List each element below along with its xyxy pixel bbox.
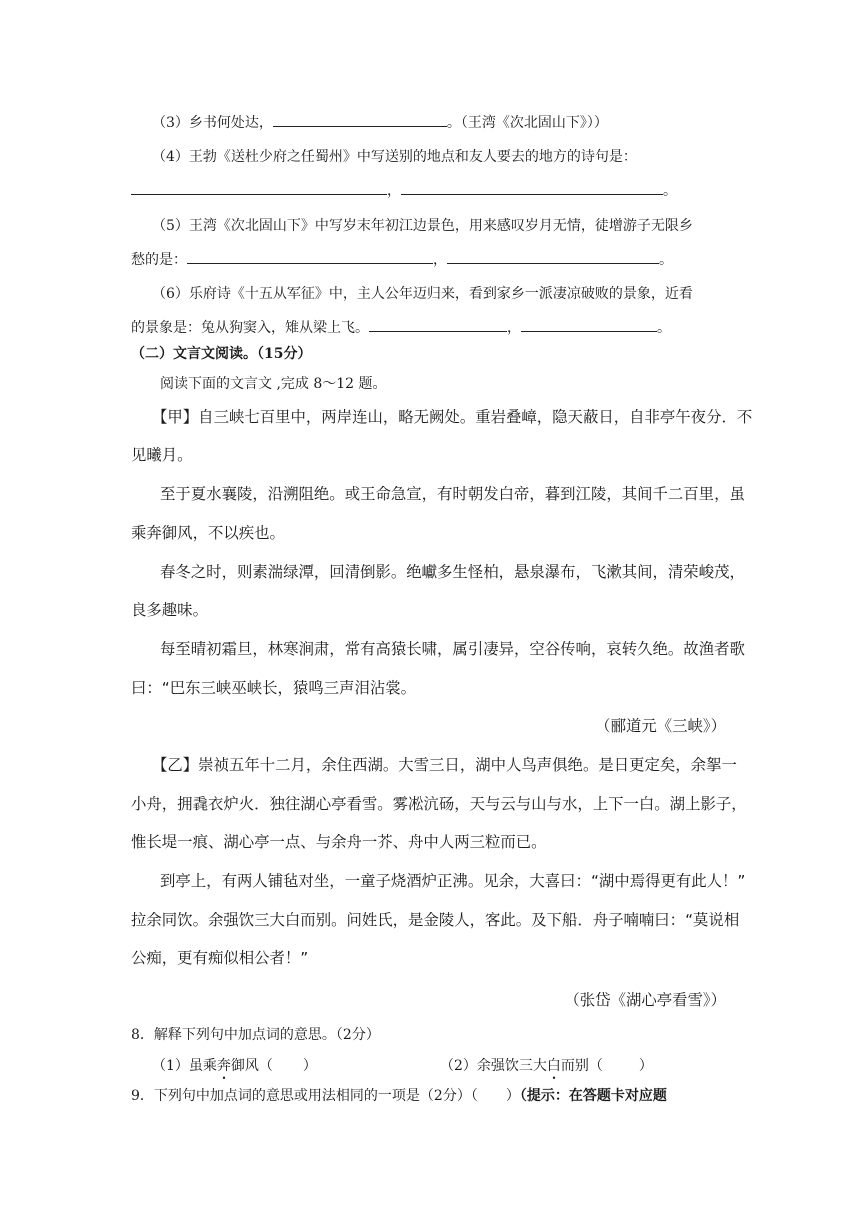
question-9: 9．下列句中加点词的意思或用法相同的一项是（2分）（ ）（提示：在答题卡对应题 bbox=[131, 1088, 667, 1104]
question-4-text: （4）王勃《送杜少府之任蜀州》中写送别的地点和友人要去的地方的诗句是： bbox=[152, 149, 637, 165]
passage-b-p1-line3: 惟长堤一痕、湖心亭一点、与余舟一芥、舟中人两三粒而已。 bbox=[131, 833, 547, 851]
passage-a-p2-line1: 至于夏水襄陵，沿溯阻绝。或王命急宣，有时朝发白帝，暮到江陵，其间千二百里，虽 bbox=[160, 485, 745, 503]
passage-b-p1-line2: 小舟，拥毳衣炉火．独往湖心亭看雪。雾凇沆砀，天与云与山与水，上下一白。湖上影子， bbox=[131, 795, 747, 813]
passage-b-p2-line2: 拉余同饮。余强饮三大白而别。问姓氏，是金陵人，客此。及下船．舟子喃喃曰：“莫说相 bbox=[131, 911, 740, 929]
answer-blank-q3[interactable] bbox=[273, 112, 447, 127]
question-6-blanks: 的景象是：兔从狗窦入，雉从梁上飞。 ， 。 bbox=[131, 317, 671, 337]
answer-blank-q4-1[interactable] bbox=[131, 180, 387, 195]
passage-a-p1-line2: 见曦月。 bbox=[131, 446, 193, 464]
passage-a-p1-line1: 【甲】自三峡七百里中，两岸连山，略无阙处。重岩叠嶂，隐天蔽日，自非亭午夜分．不 bbox=[152, 408, 753, 426]
section-heading: （二）文言文阅读。（15分） bbox=[131, 346, 312, 362]
question-3: （3）乡书何处达， 。（王湾《次北固山下》）） bbox=[152, 112, 608, 132]
answer-blank-q5-2[interactable] bbox=[447, 249, 659, 264]
passage-b-p2-line3: 公痴，更有痴似相公者！” bbox=[131, 949, 309, 967]
passage-a-p2-line2: 乘奔御风，不以疾也。 bbox=[131, 524, 285, 542]
passage-a-p3-line1: 春冬之时，则素湍绿潭，回清倒影。绝巘多生怪柏，悬泉瀑布，飞漱其间，清荣峻茂， bbox=[160, 563, 745, 581]
question-5-blanks: 愁的是： ， 。 bbox=[131, 249, 673, 269]
passage-a-source: （郦道元《三峡》） bbox=[595, 717, 726, 735]
question-6-text: （6）乐府诗《十五从军征》中，主人公年迈归来，看到家乡一派凄凉破败的景象，近看 bbox=[152, 286, 693, 302]
answer-blank-q5-1[interactable] bbox=[187, 249, 433, 264]
section-instruction: 阅读下面的文言文 ,完成 8～12 题。 bbox=[160, 376, 387, 392]
question-8-item-1: （1）虽乘奔御风（ ） bbox=[152, 1058, 317, 1074]
passage-a-p4-line2: 曰：“巴东三峡巫峡长，猿鸣三声泪沾裳。 bbox=[131, 679, 417, 697]
passage-b-source: （张岱《湖心亭看雪》） bbox=[564, 991, 726, 1009]
dotted-word-ben: 奔 bbox=[216, 1058, 231, 1074]
answer-blank-q4-2[interactable] bbox=[401, 180, 663, 195]
question-8-item-2: （2）余强饮三大白而别（ ） bbox=[440, 1058, 653, 1074]
answer-blank-q6-2[interactable] bbox=[521, 317, 657, 332]
passage-b-p1-line1: 【乙】崇祯五年十二月，余住西湖。大雪三日，湖中人鸟声俱绝。是日更定矣，余挐一 bbox=[152, 756, 737, 774]
answer-blank-q6-1[interactable] bbox=[369, 317, 507, 332]
passage-a-p3-line2: 良多趣味。 bbox=[131, 601, 208, 619]
passage-b-p2-line1: 到亭上，有两人铺毡对坐，一童子烧酒炉正沸。见余，大喜曰：“湖中焉得更有此人！” bbox=[160, 872, 746, 890]
question-5-text: （5）王湾《次北固山下》中写岁末年初江边景色，用来感叹岁月无情，徒增游子无限乡 bbox=[152, 218, 693, 234]
passage-a-p4-line1: 每至晴初霜旦，林寒涧肃，常有高猿长啸，属引凄异，空谷传响，哀转久绝。故渔者歌 bbox=[160, 640, 745, 658]
question-8-stem: 8．解释下列句中加点词的意思。（2分） bbox=[131, 1027, 380, 1043]
question-4-blanks: ， 。 bbox=[131, 180, 677, 200]
dotted-word-bai: 白 bbox=[546, 1058, 561, 1074]
